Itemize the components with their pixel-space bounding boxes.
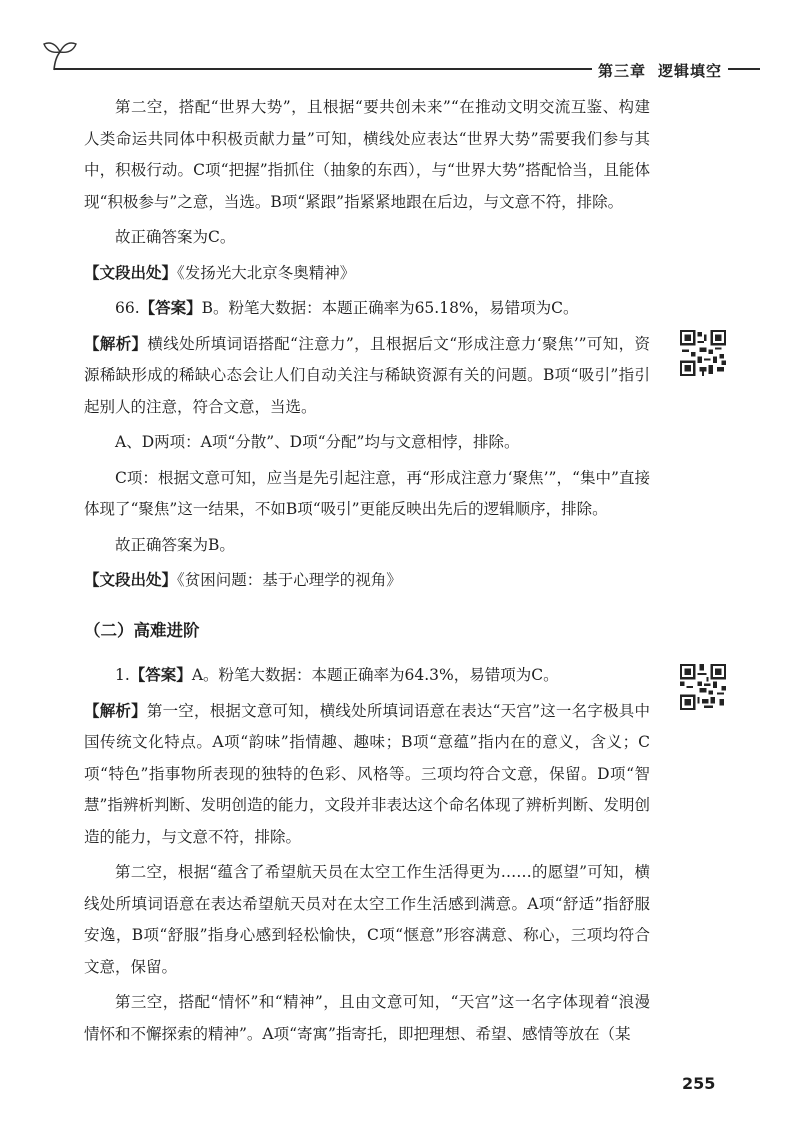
source-line [84, 258, 650, 290]
chapter-label: 第三章 [597, 62, 646, 80]
analysis-text: 第一空，根据文意可知，横线处所填词语意在表达“天宫”这一名字极具中国传统文化特点。A项“韵味”指情趣、趣味；B项“意蕴”指内在的意义，含义；C项“特色”指事物所表现的独特的色彩、风格等。三项均符合文意，保留。D项“智慧”指辨析判断、发明创造的能力，文段并非表达这个命名体现了辨析判断、发明创造的能力，与文意不符，排除。 [84, 701, 650, 846]
source-text: 《发扬光大北京冬奥精神》 [177, 263, 356, 282]
paragraph: 第二空，根据“蕴含了希望航天员在太空工作生活得更为……的愿望”可知，横线处所填词语意在表达希望航天员对在太空工作生活感到满意。A项“舒适”指舒服安逸，B项“舒服”指身心感到轻松愉快，C项“惬意”形容满意、称心，三项均符合文意，保留。 [84, 863, 650, 976]
analysis-paragraph [84, 696, 650, 854]
paragraph: A、D两项：A项“分散”、D项“分配”均与文意相悖，排除。 [115, 433, 520, 451]
question-number: 66. [115, 299, 140, 317]
paragraph: 故正确答案为B。 [115, 535, 235, 554]
qr-code-icon[interactable] [680, 664, 726, 710]
analysis-paragraph [84, 329, 650, 424]
paragraph: 故正确答案为C。 [115, 228, 236, 246]
answer-tag: 【答案】 [139, 299, 202, 317]
section-heading: （二）高难进阶 [84, 620, 200, 640]
answer-line [84, 293, 650, 325]
page-number: 255 [682, 1074, 716, 1093]
qr-code-icon[interactable] [680, 330, 726, 376]
analysis-tag: 【解析】 [84, 701, 147, 720]
paragraph: C项：根据文意可知，应当是先引起注意，再“形成注意力‘聚焦’”，“集中”直接体现了“聚焦”这一结果，不如B项“吸引”更能反映出先后的逻辑顺序，排除。 [84, 468, 650, 518]
section-label: 逻辑填空 [657, 62, 722, 80]
source-line [84, 565, 650, 597]
paragraph: 第三空，搭配“情怀”和“精神”，且由文意可知，“天宫”这一名字体现着“浪漫情怀和不懈探索的精神”。A项“寄寓”指寄托，即把理想、希望、感情等放在（某 [84, 993, 650, 1043]
paragraph: 第二空，搭配“世界大势”，且根据“要共创未来”“在推动文明交流互鉴、构建人类命运共同体中积极贡献力量”可知，横线处应表达“世界大势”需要我们参与其中，积极行动。C项“把握”指抓住（抽象的东西），与“世界大势”搭配恰当，且能体现“积极参与”之意，当选。B项“紧跟”指紧紧地跟在后边，与文意不符，排除。 [84, 98, 650, 211]
page-body [84, 92, 650, 1050]
source-text: 《贫困问题：基于心理学的视角》 [177, 571, 402, 589]
answer-text: B。粉笔大数据：本题正确率为65.18%，易错项为C。 [201, 299, 579, 317]
analysis-tag: 【解析】 [84, 334, 148, 353]
answer-line [84, 660, 650, 692]
answer-tag: 【答案】 [129, 666, 192, 684]
page-header [40, 34, 760, 80]
source-tag: 【文段出处】 [84, 571, 178, 589]
answer-text: A。粉笔大数据：本题正确率为64.3%，易错项为C。 [191, 666, 559, 684]
source-tag: 【文段出处】 [84, 263, 178, 282]
analysis-text: 横线处所填词语搭配“注意力”，且根据后文“形成注意力‘聚焦’”可知，资源稀缺形成的稀缺心态会让人们自动关注与稀缺资源有关的问题。B项“吸引”指引起别人的注意，符合文意，当选。 [84, 334, 650, 416]
question-number: 1. [115, 666, 130, 684]
chapter-title [592, 60, 728, 81]
